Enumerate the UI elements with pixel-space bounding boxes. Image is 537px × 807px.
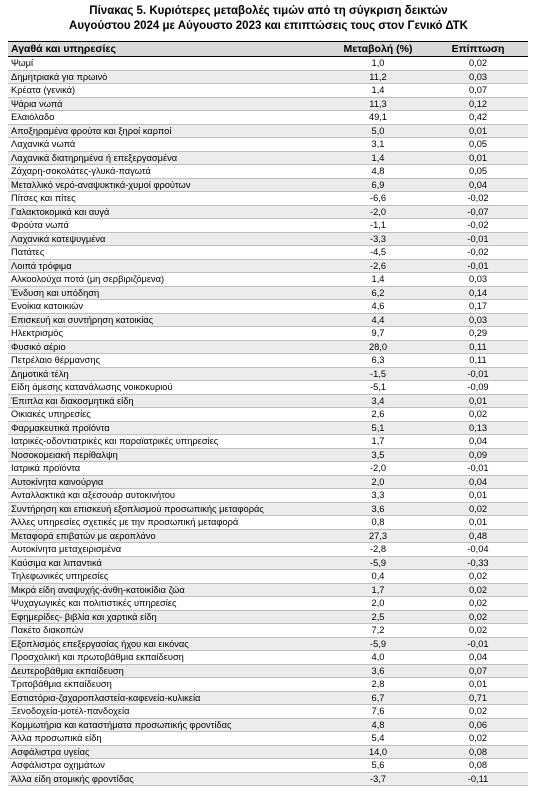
row-item: Εξοπλισμός επεξεργασίας ήχου και εικόνας xyxy=(8,637,328,651)
row-change: -3,3 xyxy=(328,232,428,246)
row-change: 1,7 xyxy=(328,435,428,449)
row-impact: 0,07 xyxy=(428,664,528,678)
row-item: Ψάρια νωπά xyxy=(8,97,328,111)
row-change: -5,1 xyxy=(328,381,428,395)
table-row xyxy=(8,610,528,624)
table-row xyxy=(8,421,528,435)
row-impact: 0,02 xyxy=(428,705,528,719)
table-row xyxy=(8,570,528,584)
row-item: Ένδυση και υπόδηση xyxy=(8,286,328,300)
table-row xyxy=(8,84,528,98)
table-row xyxy=(8,624,528,638)
table-row xyxy=(8,637,528,651)
row-impact: 0,13 xyxy=(428,421,528,435)
row-change: 5,1 xyxy=(328,421,428,435)
row-item: Άλλες υπηρεσίες σχετικές με την προσωπική μεταφορά xyxy=(8,516,328,530)
row-impact: -0,01 xyxy=(428,367,528,381)
row-impact: 0,01 xyxy=(428,151,528,165)
row-item: Φαρμακευτικά προϊόντα xyxy=(8,421,328,435)
row-change: -1,5 xyxy=(328,367,428,381)
row-change: 6,7 xyxy=(328,691,428,705)
table-row xyxy=(8,678,528,692)
table-row xyxy=(8,732,528,746)
table-row xyxy=(8,651,528,665)
row-change: 2,5 xyxy=(328,610,428,624)
row-item: Ζάχαρη-σοκολάτες-γλυκά-παγωτά xyxy=(8,165,328,179)
table-row xyxy=(8,408,528,422)
row-impact: 0,01 xyxy=(428,124,528,138)
row-change: -2,0 xyxy=(328,205,428,219)
row-change: 6,3 xyxy=(328,354,428,368)
row-impact: 0,11 xyxy=(428,340,528,354)
row-impact: -0,02 xyxy=(428,192,528,206)
row-item: Λοιπά τρόφιμα xyxy=(8,259,328,273)
table-row xyxy=(8,367,528,381)
row-impact: 0,04 xyxy=(428,475,528,489)
table-row xyxy=(8,691,528,705)
row-change: 0,4 xyxy=(328,570,428,584)
table-row xyxy=(8,151,528,165)
row-impact: 0,29 xyxy=(428,327,528,341)
row-item: Αλκοολούχα ποτά (μη σερβιριζόμενα) xyxy=(8,273,328,287)
row-impact: 0,14 xyxy=(428,286,528,300)
row-change: 4,6 xyxy=(328,300,428,314)
table-row xyxy=(8,597,528,611)
row-item: Τηλεφωνικές υπηρεσίες xyxy=(8,570,328,584)
price-changes-table xyxy=(8,41,528,786)
table-row xyxy=(8,529,528,543)
table-row xyxy=(8,745,528,759)
row-impact: 0,07 xyxy=(428,84,528,98)
table-title xyxy=(0,0,537,34)
row-change: 0,8 xyxy=(328,516,428,530)
row-item: Δημοτικά τέλη xyxy=(8,367,328,381)
row-impact: -0,01 xyxy=(428,637,528,651)
row-impact: 0,12 xyxy=(428,97,528,111)
row-change: -2,0 xyxy=(328,462,428,476)
row-impact: 0,02 xyxy=(428,610,528,624)
row-item: Πετρέλαιο θέρμανσης xyxy=(8,354,328,368)
row-item: Τριτοβάθμια εκπαίδευση xyxy=(8,678,328,692)
row-impact: 0,48 xyxy=(428,529,528,543)
header-item: Αγαθά και υπηρεσίες xyxy=(8,42,328,57)
table-row xyxy=(8,489,528,503)
row-impact: 0,08 xyxy=(428,759,528,773)
table-row xyxy=(8,57,528,71)
table-row xyxy=(8,97,528,111)
row-item: Αποξηραμένα φρούτα και ξηροί καρποί xyxy=(8,124,328,138)
row-impact: 0,71 xyxy=(428,691,528,705)
row-item: Δημητριακά για πρωινό xyxy=(8,70,328,84)
row-item: Πατάτες xyxy=(8,246,328,260)
row-change: 4,0 xyxy=(328,651,428,665)
row-item: Ψωμί xyxy=(8,57,328,71)
row-item: Πακέτο διακοπών xyxy=(8,624,328,638)
table-row xyxy=(8,705,528,719)
row-change: 3,3 xyxy=(328,489,428,503)
row-impact: 0,02 xyxy=(428,583,528,597)
row-impact: -0,33 xyxy=(428,556,528,570)
row-impact: 0,02 xyxy=(428,570,528,584)
row-change: 1,4 xyxy=(328,84,428,98)
row-item: Προσχολική και πρωτοβάθμια εκπαίδευση xyxy=(8,651,328,665)
row-change: 3,6 xyxy=(328,664,428,678)
row-change: 3,6 xyxy=(328,502,428,516)
row-item: Οικιακές υπηρεσίες xyxy=(8,408,328,422)
table-row xyxy=(8,340,528,354)
row-item: Ασφάλιστρα οχημάτων xyxy=(8,759,328,773)
row-item: Φυσικό αέριο xyxy=(8,340,328,354)
row-item: Εστιατόρια-ζαχαροπλαστεία-καφενεία-κυλικεία xyxy=(8,691,328,705)
row-change: 28,0 xyxy=(328,340,428,354)
row-change: -2,8 xyxy=(328,543,428,557)
table-row xyxy=(8,759,528,773)
table-row xyxy=(8,543,528,557)
row-impact: 0,05 xyxy=(428,165,528,179)
table-row xyxy=(8,475,528,489)
row-impact: 0,02 xyxy=(428,408,528,422)
row-item: Λαχανικά κατεψυγμένα xyxy=(8,232,328,246)
table-row xyxy=(8,502,528,516)
row-change: -5,9 xyxy=(328,556,428,570)
row-item: Λαχανικά νωπά xyxy=(8,138,328,152)
row-impact: 0,02 xyxy=(428,502,528,516)
row-item: Αυτοκίνητα καινούργια xyxy=(8,475,328,489)
row-impact: -0,01 xyxy=(428,259,528,273)
table-row xyxy=(8,205,528,219)
row-impact: -0,09 xyxy=(428,381,528,395)
table-row xyxy=(8,354,528,368)
table-row xyxy=(8,664,528,678)
row-change: 9,7 xyxy=(328,327,428,341)
row-impact: 0,08 xyxy=(428,745,528,759)
row-item: Ενοίκια κατοικιών xyxy=(8,300,328,314)
row-item: Ψυχαγωγικές και πολιτιστικές υπηρεσίες xyxy=(8,597,328,611)
table-row xyxy=(8,583,528,597)
header-impact: Επίπτωση xyxy=(428,42,528,57)
row-impact: 0,03 xyxy=(428,70,528,84)
row-change: 3,1 xyxy=(328,138,428,152)
row-impact: 0,02 xyxy=(428,624,528,638)
row-impact: -0,11 xyxy=(428,772,528,786)
row-item: Καύσιμα και λιπαντικά xyxy=(8,556,328,570)
row-change: 11,3 xyxy=(328,97,428,111)
row-change: -6,6 xyxy=(328,192,428,206)
table-row xyxy=(8,124,528,138)
row-impact: -0,02 xyxy=(428,219,528,233)
row-impact: 0,04 xyxy=(428,651,528,665)
row-item: Λαχανικά διατηρημένα ή επεξεργασμένα xyxy=(8,151,328,165)
table-row xyxy=(8,192,528,206)
row-impact: -0,01 xyxy=(428,232,528,246)
row-item: Ξενοδοχεία-μοτέλ-πανδοχεία xyxy=(8,705,328,719)
row-impact: 0,03 xyxy=(428,273,528,287)
row-change: 1,4 xyxy=(328,151,428,165)
table-row xyxy=(8,165,528,179)
row-impact: 0,01 xyxy=(428,489,528,503)
row-impact: 0,01 xyxy=(428,394,528,408)
table-row xyxy=(8,273,528,287)
table-row xyxy=(8,219,528,233)
row-change: 7,2 xyxy=(328,624,428,638)
row-change: 2,6 xyxy=(328,408,428,422)
row-impact: 0,09 xyxy=(428,448,528,462)
table-row xyxy=(8,516,528,530)
row-impact: 0,11 xyxy=(428,354,528,368)
row-item: Άλλα είδη ατομικής φροντίδας xyxy=(8,772,328,786)
row-item: Συντήρηση και επισκευή εξοπλισμού προσωπικής μεταφοράς xyxy=(8,502,328,516)
row-item: Μεταφορά επιβατών με αεροπλάνο xyxy=(8,529,328,543)
row-item: Φρούτα νωπά xyxy=(8,219,328,233)
row-item: Ιατρικά προϊόντα xyxy=(8,462,328,476)
row-impact: 0,04 xyxy=(428,178,528,192)
row-change: 11,2 xyxy=(328,70,428,84)
table-row xyxy=(8,462,528,476)
table-row xyxy=(8,138,528,152)
row-change: -3,7 xyxy=(328,772,428,786)
row-item: Δευτεροβάθμια εκπαίδευση xyxy=(8,664,328,678)
row-item: Είδη άμεσης κατανάλωσης νοικοκυριού xyxy=(8,381,328,395)
row-item: Επισκευή και συντήρηση κατοικίας xyxy=(8,313,328,327)
row-change: 1,7 xyxy=(328,583,428,597)
table-row xyxy=(8,70,528,84)
row-impact: 0,42 xyxy=(428,111,528,125)
row-impact: 0,04 xyxy=(428,435,528,449)
row-impact: 0,01 xyxy=(428,516,528,530)
row-impact: 0,02 xyxy=(428,732,528,746)
row-item: Νοσοκομειακή περίθαλψη xyxy=(8,448,328,462)
row-item: Άλλα προσωπικά είδη xyxy=(8,732,328,746)
row-change: 5,0 xyxy=(328,124,428,138)
row-item: Ανταλλακτικά και αξεσουάρ αυτοκινήτου xyxy=(8,489,328,503)
title-line-2: Αυγούστου 2024 με Αύγουστο 2023 και επιπτώσεις τους στον Γενικό ΔΤΚ xyxy=(69,20,468,32)
row-change: 5,4 xyxy=(328,732,428,746)
table-row xyxy=(8,246,528,260)
row-change: 1,0 xyxy=(328,57,428,71)
table-row xyxy=(8,394,528,408)
row-item: Μεταλλικό νερό-αναψυκτικά-χυμοί φρούτων xyxy=(8,178,328,192)
row-impact: 0,06 xyxy=(428,718,528,732)
table-row xyxy=(8,718,528,732)
row-change: 5,6 xyxy=(328,759,428,773)
table-row xyxy=(8,448,528,462)
table-body xyxy=(8,57,528,786)
row-item: Γαλακτοκομικά και αυγά xyxy=(8,205,328,219)
row-impact: 0,03 xyxy=(428,313,528,327)
table-row xyxy=(8,772,528,786)
row-impact: -0,07 xyxy=(428,205,528,219)
row-change: 4,8 xyxy=(328,718,428,732)
table-row xyxy=(8,286,528,300)
row-impact: 0,05 xyxy=(428,138,528,152)
row-change: -2,6 xyxy=(328,259,428,273)
row-change: 1,4 xyxy=(328,273,428,287)
table-row xyxy=(8,435,528,449)
row-impact: 0,02 xyxy=(428,597,528,611)
table-header xyxy=(8,42,528,57)
title-line-1: Πίνακας 5. Κυριότερες μεταβολές τιμών από τη σύγκριση δεικτών xyxy=(89,5,448,17)
row-change: -4,5 xyxy=(328,246,428,260)
row-change: 14,0 xyxy=(328,745,428,759)
table-row xyxy=(8,111,528,125)
row-change: 7,6 xyxy=(328,705,428,719)
table-row xyxy=(8,178,528,192)
row-change: 2,0 xyxy=(328,597,428,611)
row-impact: -0,04 xyxy=(428,543,528,557)
row-change: 27,3 xyxy=(328,529,428,543)
row-impact: -0,01 xyxy=(428,462,528,476)
table-row xyxy=(8,232,528,246)
row-change: 4,8 xyxy=(328,165,428,179)
row-item: Έπιπλα και διακοσμητικά είδη xyxy=(8,394,328,408)
row-item: Κομμωτήρια και καταστήματα προσωπικής φροντίδας xyxy=(8,718,328,732)
row-change: 49,1 xyxy=(328,111,428,125)
row-change: -5,9 xyxy=(328,637,428,651)
header-change: Μεταβολή (%) xyxy=(328,42,428,57)
row-impact: 0,01 xyxy=(428,678,528,692)
row-item: Κρέατα (γενικά) xyxy=(8,84,328,98)
row-impact: 0,02 xyxy=(428,57,528,71)
row-item: Ελαιόλαδο xyxy=(8,111,328,125)
row-change: 2,0 xyxy=(328,475,428,489)
row-item: Μικρά είδη αναψυχής-άνθη-κατοικίδια ζώα xyxy=(8,583,328,597)
table-row xyxy=(8,381,528,395)
row-impact: 0,17 xyxy=(428,300,528,314)
row-item: Ιατρικές-οδοντιατρικές και παραϊατρικές υπηρεσίες xyxy=(8,435,328,449)
table-row xyxy=(8,300,528,314)
row-change: 6,2 xyxy=(328,286,428,300)
table-row xyxy=(8,313,528,327)
row-change: -1,1 xyxy=(328,219,428,233)
row-change: 4,4 xyxy=(328,313,428,327)
row-item: Ασφάλιστρα υγείας xyxy=(8,745,328,759)
row-item: Ηλεκτρισμός xyxy=(8,327,328,341)
row-impact: -0,02 xyxy=(428,246,528,260)
row-item: Αυτοκίνητα μεταχειρισμένα xyxy=(8,543,328,557)
table-row xyxy=(8,327,528,341)
row-item: Εφημερίδες- βιβλία και χαρτικά είδη xyxy=(8,610,328,624)
row-change: 2,8 xyxy=(328,678,428,692)
row-change: 6,9 xyxy=(328,178,428,192)
row-change: 3,4 xyxy=(328,394,428,408)
table-row xyxy=(8,259,528,273)
table-row xyxy=(8,556,528,570)
row-item: Πίτσες και πίτες xyxy=(8,192,328,206)
row-change: 3,5 xyxy=(328,448,428,462)
